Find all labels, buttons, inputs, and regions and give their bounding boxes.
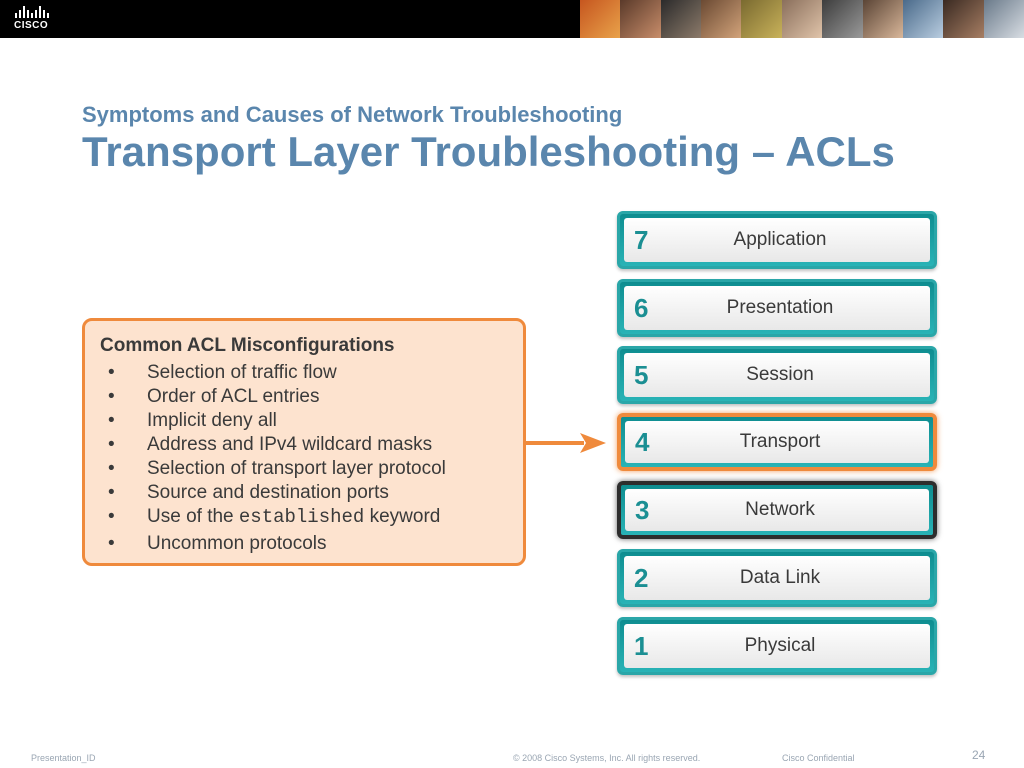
layer-name: Data Link	[739, 567, 821, 588]
osi-layer-physical	[617, 617, 937, 675]
people-photo-strip	[580, 0, 1024, 38]
acl-box-heading: Common ACL Misconfigurations	[100, 335, 395, 356]
list-item	[100, 433, 513, 457]
layer-number: 7	[634, 224, 649, 255]
page-number: 24	[972, 748, 986, 762]
list-item-text: Uncommon protocols	[147, 533, 327, 554]
layer-number: 2	[634, 562, 649, 593]
list-item	[100, 409, 513, 433]
list-item-text: Implicit deny all	[147, 410, 277, 431]
list-item	[100, 532, 513, 556]
footer-confidential: Cisco Confidential	[782, 753, 855, 763]
bullet: •	[108, 434, 115, 455]
list-item-text: Selection of traffic flow	[147, 362, 337, 383]
slide-title: Transport Layer Troubleshooting – ACLs	[82, 128, 895, 175]
layer-number: 1	[634, 630, 649, 661]
acl-misconfigurations-box	[82, 318, 526, 566]
keyword-text: keyword	[369, 506, 441, 527]
osi-layer-network	[617, 481, 937, 539]
bullet: •	[108, 362, 115, 383]
bullet: •	[108, 386, 115, 407]
osi-layer-presentation	[617, 279, 937, 337]
layer-name: Presentation	[726, 297, 834, 318]
footer-copyright: © 2008 Cisco Systems, Inc. All rights reserved.	[513, 753, 701, 763]
layer-name: Session	[746, 364, 814, 385]
list-item-text: Address and IPv4 wildcard masks	[147, 434, 433, 455]
layer-number: 4	[635, 426, 650, 457]
list-item	[100, 505, 513, 529]
layer-name: Application	[733, 229, 827, 250]
osi-layer-application	[617, 211, 937, 269]
layer-name: Network	[745, 499, 815, 520]
list-item-text: Order of ACL entries	[147, 386, 320, 407]
list-item	[100, 385, 513, 409]
list-item-text: Use of the	[147, 506, 234, 527]
bullet: •	[108, 458, 115, 479]
layer-number: 3	[635, 494, 650, 525]
cisco-logo-text: CISCO	[14, 20, 49, 31]
list-item	[100, 361, 513, 385]
osi-layer-session	[617, 346, 937, 404]
arrow-right-icon	[526, 432, 606, 454]
bullet: •	[108, 533, 115, 554]
osi-layer-data-link	[617, 549, 937, 607]
layer-name: Transport	[739, 431, 821, 452]
list-item-text: Selection of transport layer protocol	[147, 458, 446, 479]
list-item	[100, 457, 513, 481]
osi-layer-transport	[617, 413, 937, 471]
layer-number: 5	[634, 359, 649, 390]
bullet: •	[108, 482, 115, 503]
acl-misconfigurations-list	[100, 361, 513, 556]
cisco-logo	[14, 6, 60, 34]
cisco-logo-bars-icon	[15, 6, 60, 18]
list-item	[100, 481, 513, 505]
slide-subtitle: Symptoms and Causes of Network Troubleshooting	[82, 102, 623, 127]
established-code: established	[238, 506, 365, 528]
bullet: •	[108, 506, 115, 527]
list-item-text: Source and destination ports	[147, 482, 389, 503]
footer-presentation-id: Presentation_ID	[31, 753, 96, 763]
layer-number: 6	[634, 292, 649, 323]
layer-name: Physical	[744, 635, 816, 656]
top-banner	[0, 0, 1024, 38]
bullet: •	[108, 410, 115, 431]
